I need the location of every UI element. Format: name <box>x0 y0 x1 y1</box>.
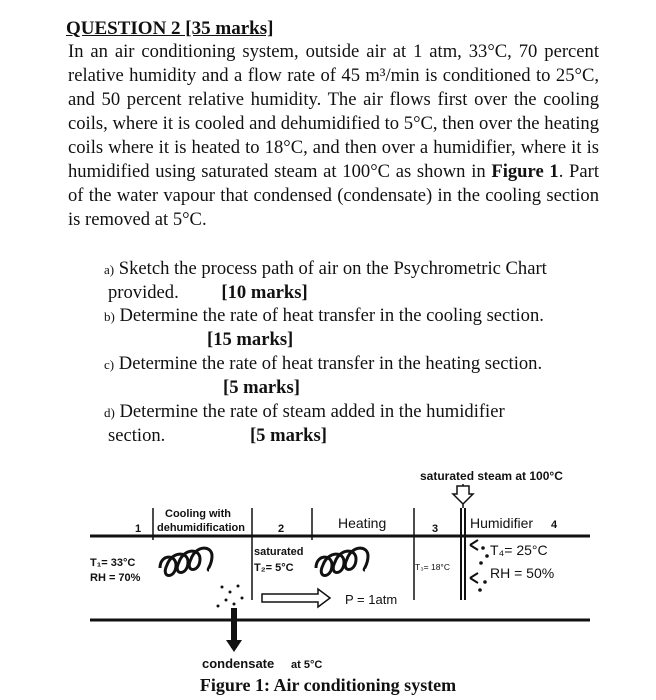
heating-label: Heating <box>338 515 387 531</box>
droplet <box>237 585 240 588</box>
question-heading: QUESTION 2 [35 marks] <box>66 18 274 39</box>
intro-end: . Part of the water vapour that condensed (condensate) in the cooling section is removed at 5°C. <box>68 161 600 230</box>
droplet <box>217 605 220 608</box>
droplet <box>233 603 236 606</box>
saturated-label: saturated <box>254 546 304 558</box>
droplet <box>241 597 244 600</box>
part-d-text2: section. <box>108 425 166 446</box>
condensate-label: condensate <box>202 656 275 671</box>
spray-dot <box>481 546 485 550</box>
steam-inlet-arrow <box>453 486 473 504</box>
steam-label: saturated steam at 100°C <box>420 469 563 483</box>
inlet-temperature: T₁= 33°C <box>90 557 136 569</box>
part-c-label: c) <box>104 357 115 372</box>
part-a-text: Sketch the process path of air on the Psychrometric Chart <box>118 258 547 279</box>
droplet <box>225 599 228 602</box>
part-a-marks: [10 marks] <box>221 282 308 303</box>
droplet <box>229 591 232 594</box>
part-d-text: Determine the rate of steam added in the humidifier <box>119 401 505 422</box>
part-b-marks: [15 marks] <box>207 329 294 350</box>
part-d-label: d) <box>104 405 115 420</box>
part-c-text: Determine the rate of heat transfer in the heating section. <box>118 353 543 374</box>
inlet-humidity: RH = 70% <box>90 572 141 584</box>
part-c-marks: [5 marks] <box>223 377 300 398</box>
condensate-arrow <box>226 640 242 652</box>
station-4-label: 4 <box>551 519 558 531</box>
intro-text: In an air conditioning system, outside air at 1 atm, 33°C, 70 percent relative humidity and a flow rate of 45 m³/min is conditioned to 25°C, and 50 percent relative humidity. The air flows first over the cooling coils, where it is cooled and dehumidified to 5°C, then over the heating coils where it is heated to 18°C, and then over a humidifier, where it is humidified using saturated steam at 100°C as shown in <box>68 41 599 182</box>
spray-dot <box>478 588 482 592</box>
part-a-label: a) <box>104 262 115 277</box>
condensate-temperature: at 5°C <box>291 659 323 671</box>
part-b-text: Determine the rate of heat transfer in the cooling section. <box>119 305 544 326</box>
part-a-text2: provided. <box>108 282 179 303</box>
droplet <box>221 586 224 589</box>
cooling-label-line2: dehumidification <box>157 522 245 534</box>
humidifier-label: Humidifier <box>470 515 534 531</box>
spray-dot <box>479 561 483 565</box>
rh4-label: RH = 50% <box>490 565 555 581</box>
t3-label: T₃= 18°C <box>415 562 450 572</box>
part-d-marks: [5 marks] <box>249 425 327 446</box>
figure-caption: Figure 1: Air conditioning system <box>199 675 457 695</box>
spray-dot <box>485 554 489 558</box>
spray-dot <box>483 580 487 584</box>
station-3-label: 3 <box>432 523 439 535</box>
station-1-label: 1 <box>135 523 142 535</box>
station-2-label: 2 <box>278 523 285 535</box>
part-b-label: b) <box>104 309 115 324</box>
cooling-label-line1: Cooling with <box>165 508 231 520</box>
flow-arrow <box>262 589 330 607</box>
humidifier-nozzles <box>470 540 478 583</box>
cooling-coil <box>160 548 212 575</box>
figure-reference: Figure 1 <box>491 161 559 182</box>
t4-label: T₄= 25°C <box>490 542 548 558</box>
pressure-label: P = 1atm <box>345 592 398 607</box>
heating-coil <box>316 548 368 575</box>
t2-label: T₂= 5°C <box>254 562 294 574</box>
